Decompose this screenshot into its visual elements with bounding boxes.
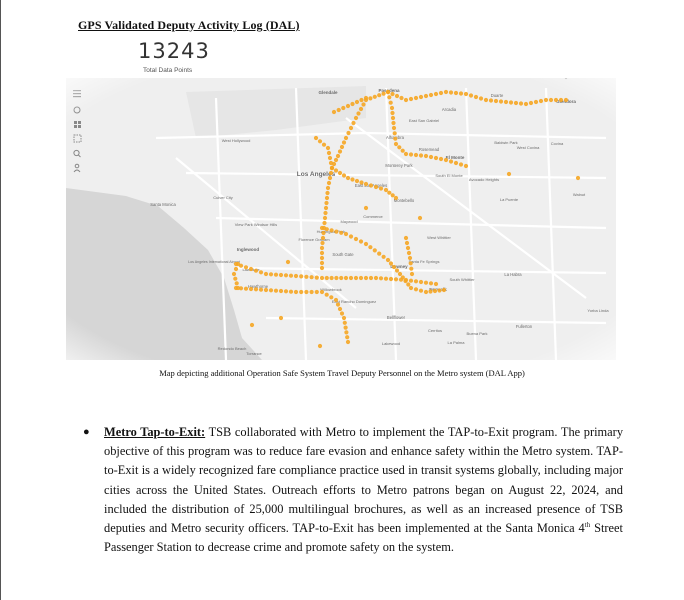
metro-deputy-map[interactable]: [66, 78, 616, 360]
bullet-point-icon: ●: [83, 426, 90, 438]
bullet-list: [78, 423, 623, 557]
map-vignette: [66, 78, 616, 360]
bullet-title: Metro Tap-to-Exit:: [104, 425, 206, 439]
section-heading: GPS Validated Deputy Activity Log (DAL): [78, 18, 300, 32]
total-data-points-label: Total Data Points: [143, 67, 193, 74]
bullet-body-part-1: TSB collaborated with Metro to implement the TAP-to-Exit program. The primary objective of this program was to reduce fare evasion and enhance safety within the Metro system. TAP-to-Exit is a widely recognized fare compliance practice used in transit systems globally, including major cities across the United States. Outreach efforts to Metro patrons began on August 22, 2024, and included the distribution of 25,000 multilingual brochures, as well as an increased presence of TSB deputies and Metro security officers. TAP-to-Exit has been implemented at the Santa Monica 4: [104, 425, 624, 536]
page-border: [0, 0, 1, 600]
map-caption: Map depicting additional Operation Safe System Travel Deputy Personnel on the Metro system (DAL App): [159, 368, 525, 378]
ordinal-superscript: th: [584, 520, 591, 529]
bullet-body-part-2: Street Passenger Station to decrease crime and promote safety on the system.: [104, 521, 623, 555]
total-data-points-value: 13243: [138, 39, 210, 63]
bullet-item-tap-to-exit: [78, 423, 623, 557]
